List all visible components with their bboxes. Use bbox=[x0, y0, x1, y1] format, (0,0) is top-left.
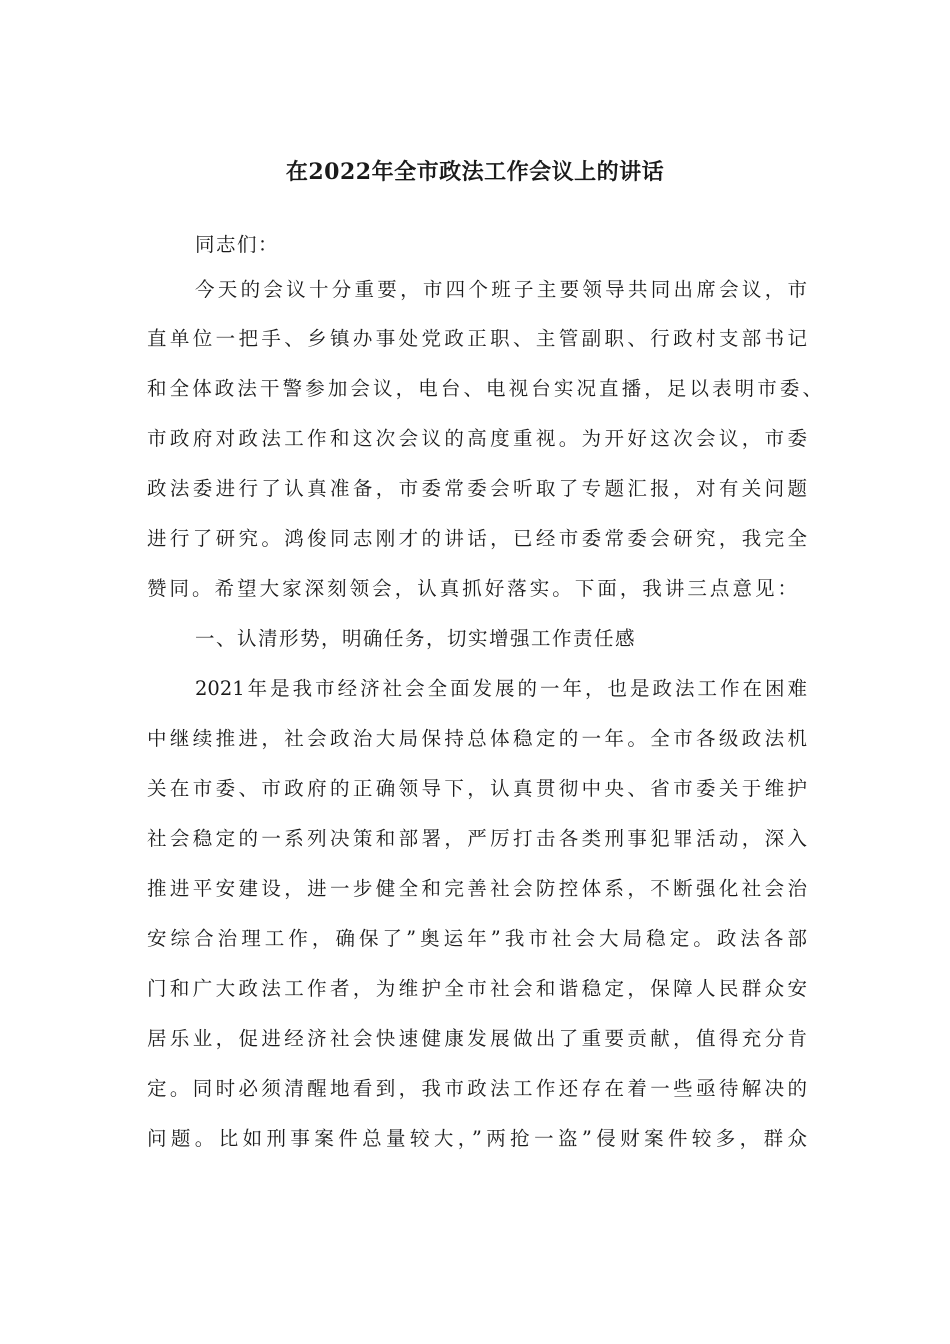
body-line: 直单位一把手、乡镇办事处党政正职、主管副职、行政村支部书记 bbox=[147, 327, 807, 350]
body-line: 问题。比如刑事案件总量较大，”两抢一盗”侵财案件较多，群众 bbox=[147, 1127, 807, 1150]
body-line: 市政府对政法工作和这次会议的高度重视。为开好这次会议，市委 bbox=[147, 427, 807, 450]
body-line: 今天的会议十分重要，市四个班子主要领导共同出席会议，市 bbox=[195, 278, 807, 301]
body-line: 门和广大政法工作者，为维护全市社会和谐稳定，保障人民群众安 bbox=[147, 977, 807, 1000]
body-line: 2021年是我市经济社会全面发展的一年，也是政法工作在困难 bbox=[195, 677, 807, 700]
body-line: 关在市委、市政府的正确领导下，认真贯彻中央、省市委关于维护 bbox=[147, 777, 807, 800]
body-line: 社会稳定的一系列决策和部署，严厉打击各类刑事犯罪活动，深入 bbox=[147, 827, 807, 850]
body-line: 定。同时必须清醒地看到，我市政法工作还存在着一些亟待解决的 bbox=[147, 1077, 807, 1100]
body-line: 进行了研究。鸿俊同志刚才的讲话，已经市委常委会研究，我完全 bbox=[147, 527, 807, 550]
body-line: 政法委进行了认真准备，市委常委会听取了专题汇报，对有关问题 bbox=[147, 477, 807, 500]
body-line: 居乐业，促进经济社会快速健康发展做出了重要贡献，值得充分肯 bbox=[147, 1027, 807, 1050]
body-line: 推进平安建设，进一步健全和完善社会防控体系，不断强化社会治 bbox=[147, 877, 807, 900]
body-line: 安综合治理工作，确保了”奥运年”我市社会大局稳定。政法各部 bbox=[147, 927, 807, 950]
body-line: 和全体政法干警参加会议，电台、电视台实况直播，足以表明市委、 bbox=[147, 377, 822, 400]
document-title: 在2022年全市政法工作会议上的讲话 bbox=[285, 159, 665, 185]
section-heading: 一、认清形势，明确任务，切实增强工作责任感 bbox=[195, 627, 637, 650]
salutation: 同志们： bbox=[195, 233, 280, 256]
body-line: 赞同。希望大家深刻领会，认真抓好落实。下面，我讲三点意见： bbox=[147, 577, 797, 600]
body-line: 中继续推进，社会政治大局保持总体稳定的一年。全市各级政法机 bbox=[147, 727, 807, 750]
